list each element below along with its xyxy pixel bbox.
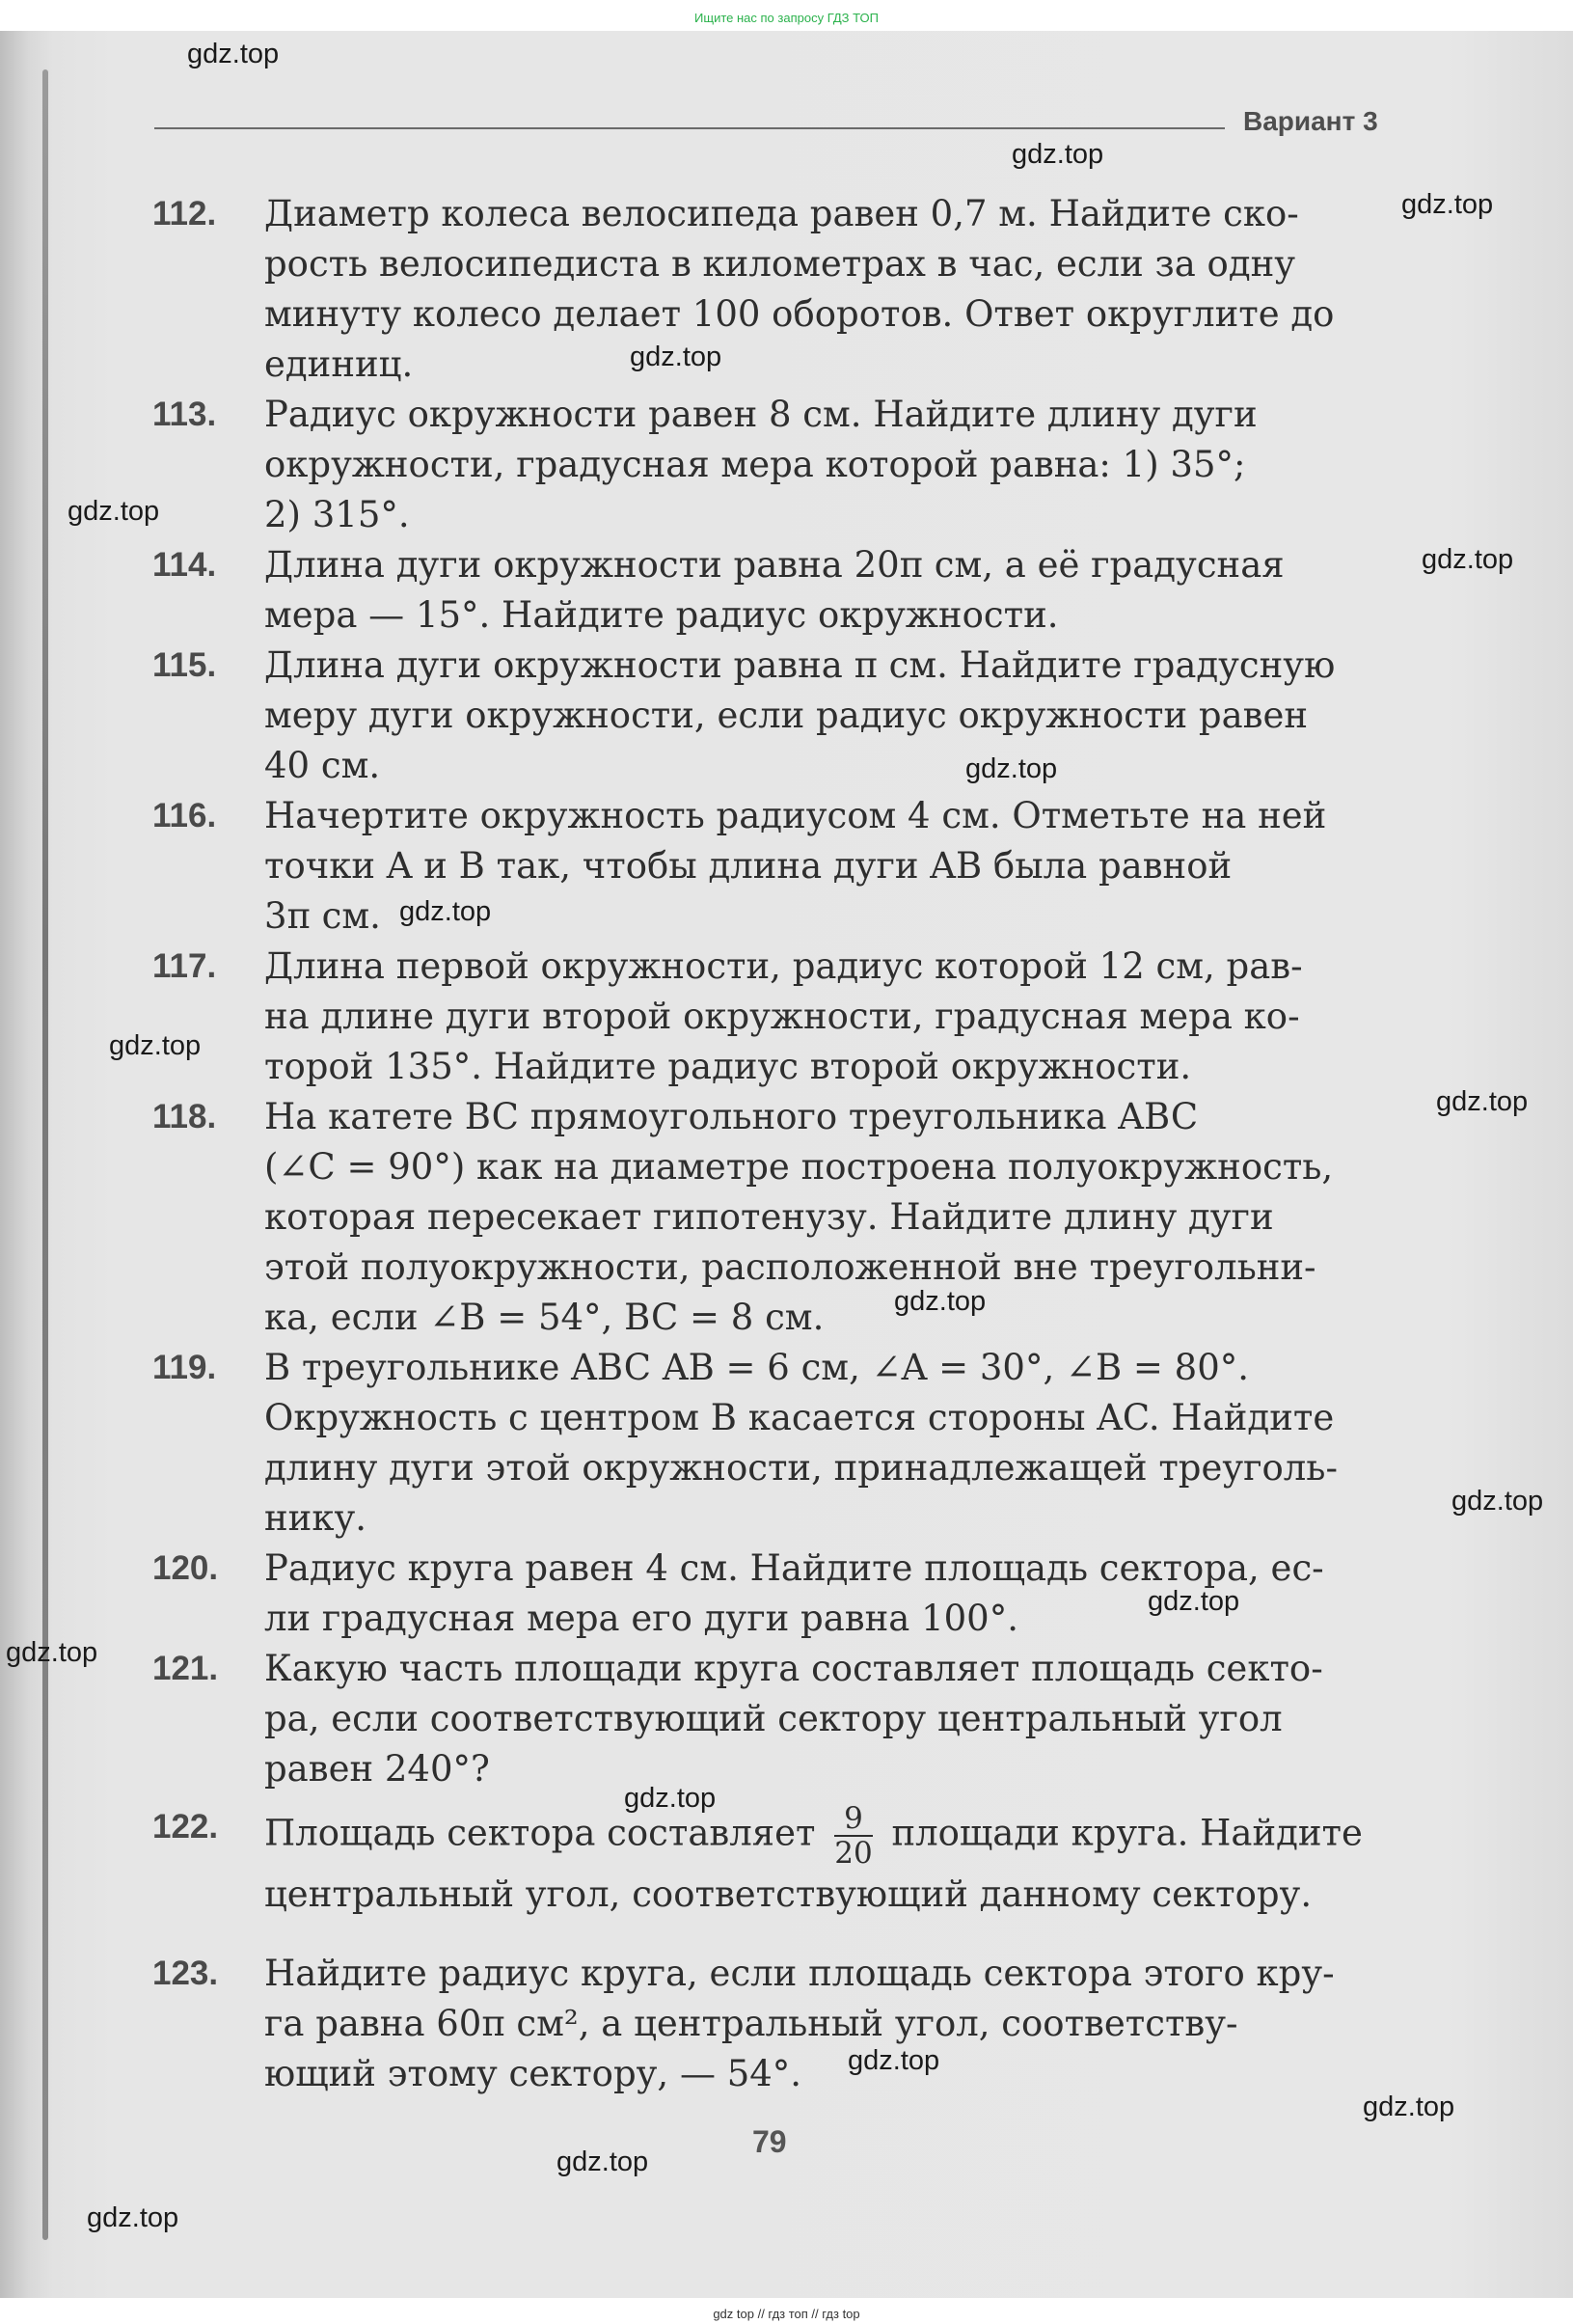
- watermark: gdz.top: [1012, 139, 1104, 170]
- watermark: gdz.top: [965, 753, 1058, 784]
- problem-text: [264, 641, 1398, 791]
- watermark: gdz.top: [848, 2045, 940, 2076]
- watermark: gdz.top: [109, 1030, 202, 1061]
- fraction: [834, 1802, 872, 1870]
- watermark: gdz.top: [1436, 1086, 1529, 1117]
- variant-label: Вариант 3: [1243, 106, 1378, 136]
- problem-text: [264, 1802, 1398, 1920]
- text-line: Найдите радиус круга, если площадь сектора этого кру-: [264, 1953, 1335, 1994]
- watermark: gdz.top: [399, 896, 492, 927]
- text-line: мера — 15°. Найдите радиус окружности.: [264, 594, 1059, 636]
- problem-text: [264, 942, 1398, 1092]
- text-line: единиц.: [264, 343, 414, 385]
- text-line: Начертите окружность радиусом 4 см. Отметьте на ней: [264, 795, 1327, 836]
- text-line: ка, если ∠B = 54°, BC = 8 см.: [264, 1297, 825, 1338]
- watermark: gdz.top: [894, 1286, 987, 1317]
- text-line: [264, 1802, 1398, 1870]
- header-rule: [154, 127, 1225, 129]
- text-line: на длине дуги второй окружности, градусная мера ко-: [264, 996, 1300, 1037]
- watermark: gdz.top: [556, 2146, 649, 2177]
- watermark: gdz.top: [624, 1783, 717, 1814]
- problem-number: 116.: [152, 797, 217, 834]
- text-line: Радиус круга равен 4 см. Найдите площадь сектора, ес-: [264, 1547, 1324, 1589]
- watermark: gdz.top: [6, 1637, 98, 1668]
- book-page: [0, 31, 1573, 2298]
- text-line: В треугольнике ABC AB = 6 см, ∠A = 30°, ∠B = 80°.: [264, 1347, 1250, 1388]
- text-line: рость велосипедиста в километрах в час, если за одну: [264, 243, 1296, 285]
- problem-number: 122.: [152, 1808, 219, 1846]
- text-line: ющий этому сектору, — 54°.: [264, 2053, 802, 2094]
- text-line: торой 135°. Найдите радиус второй окружности.: [264, 1046, 1192, 1087]
- text-line: (∠C = 90°) как на диаметре построена полуокружность,: [264, 1146, 1334, 1188]
- text-line: которая пересекает гипотенузу. Найдите длину дуги: [264, 1196, 1274, 1238]
- problem-text: [264, 1644, 1398, 1794]
- text-fragment: Площадь сектора составляет: [264, 1812, 816, 1854]
- text-line: Какую часть площади круга составляет площадь секто-: [264, 1648, 1323, 1689]
- text-line: га равна 60π см², а центральный угол, соответству-: [264, 2003, 1238, 2044]
- problem-number: 120.: [152, 1549, 219, 1587]
- watermark: gdz.top: [630, 342, 722, 372]
- problem-number: 119.: [152, 1349, 217, 1386]
- problem-text: [264, 189, 1398, 390]
- text-line: 2) 315°.: [264, 494, 410, 535]
- text-line: 3π см.: [264, 895, 381, 937]
- watermark: gdz.top: [1401, 189, 1494, 220]
- problem-text: [264, 1092, 1398, 1343]
- problem-text: [264, 540, 1398, 641]
- problem-number: 112.: [152, 195, 217, 232]
- text-line: минуту колесо делает 100 оборотов. Ответ округлите до: [264, 293, 1335, 335]
- watermark: gdz.top: [1422, 544, 1514, 575]
- fraction-denominator: 20: [834, 1836, 873, 1871]
- problem-number: 115.: [152, 646, 217, 684]
- watermark: gdz.top: [187, 39, 280, 69]
- text-line: этой полуокружности, расположенной вне треугольни-: [264, 1246, 1316, 1288]
- problem-number: 121.: [152, 1650, 219, 1687]
- text-line: окружности, градусная мера которой равна: 1) 35°;: [264, 444, 1246, 485]
- text-line: Радиус окружности равен 8 см. Найдите длину дуги: [264, 394, 1258, 435]
- text-line: ра, если соответствующий сектору центральный угол: [264, 1698, 1283, 1739]
- text-fragment: площади круга. Найдите: [891, 1812, 1363, 1854]
- fraction-numerator: 9: [834, 1802, 872, 1837]
- text-line: равен 240°?: [264, 1748, 490, 1790]
- problem-number: 118.: [152, 1098, 217, 1135]
- top-banner: [0, 0, 1573, 31]
- text-line: точки A и B так, чтобы длина дуги AB была равной: [264, 845, 1233, 887]
- page-number: 79: [752, 2124, 787, 2159]
- watermark: gdz.top: [87, 2202, 179, 2233]
- problem-number: 113.: [152, 396, 217, 433]
- text-line: Длина первой окружности, радиус которой 12 см, рав-: [264, 945, 1303, 987]
- bottom-banner: [0, 2298, 1573, 2324]
- watermark: gdz.top: [68, 496, 160, 527]
- problem-text: [264, 1343, 1398, 1544]
- text-line: 40 см.: [264, 745, 381, 786]
- text-line: Окружность с центром B касается стороны AC. Найдите: [264, 1397, 1335, 1438]
- watermark: gdz.top: [1363, 2092, 1455, 2122]
- text-line: меру дуги окружности, если радиус окружности равен: [264, 695, 1309, 736]
- page-spine-shadow: [42, 69, 48, 2240]
- text-line: ли градусная мера его дуги равна 100°.: [264, 1598, 1018, 1639]
- problem-text: [264, 1949, 1398, 2099]
- watermark: gdz.top: [1451, 1486, 1544, 1517]
- problem-number: 117.: [152, 947, 217, 985]
- problem-number: 114.: [152, 546, 217, 584]
- text-line: На катете BC прямоугольного треугольника ABC: [264, 1096, 1199, 1137]
- text-line: Длина дуги окружности равна 20π см, а её градусная: [264, 544, 1285, 586]
- problem-text: [264, 390, 1398, 540]
- text-line: нику.: [264, 1497, 366, 1539]
- text-line: центральный угол, соответствующий данному сектору.: [264, 1873, 1313, 1915]
- top-banner-text: Ищите нас по запросу ГДЗ ТОП: [694, 11, 879, 25]
- watermark: gdz.top: [1148, 1586, 1240, 1617]
- text-line: длину дуги этой окружности, принадлежащей треуголь-: [264, 1447, 1338, 1489]
- text-line: Длина дуги окружности равна π см. Найдите градусную: [264, 644, 1336, 686]
- text-line: Диаметр колеса велосипеда равен 0,7 м. Найдите ско-: [264, 193, 1299, 234]
- problem-number: 123.: [152, 1955, 219, 1992]
- bottom-banner-text: gdz top // гдз топ // гдз top: [713, 2307, 860, 2321]
